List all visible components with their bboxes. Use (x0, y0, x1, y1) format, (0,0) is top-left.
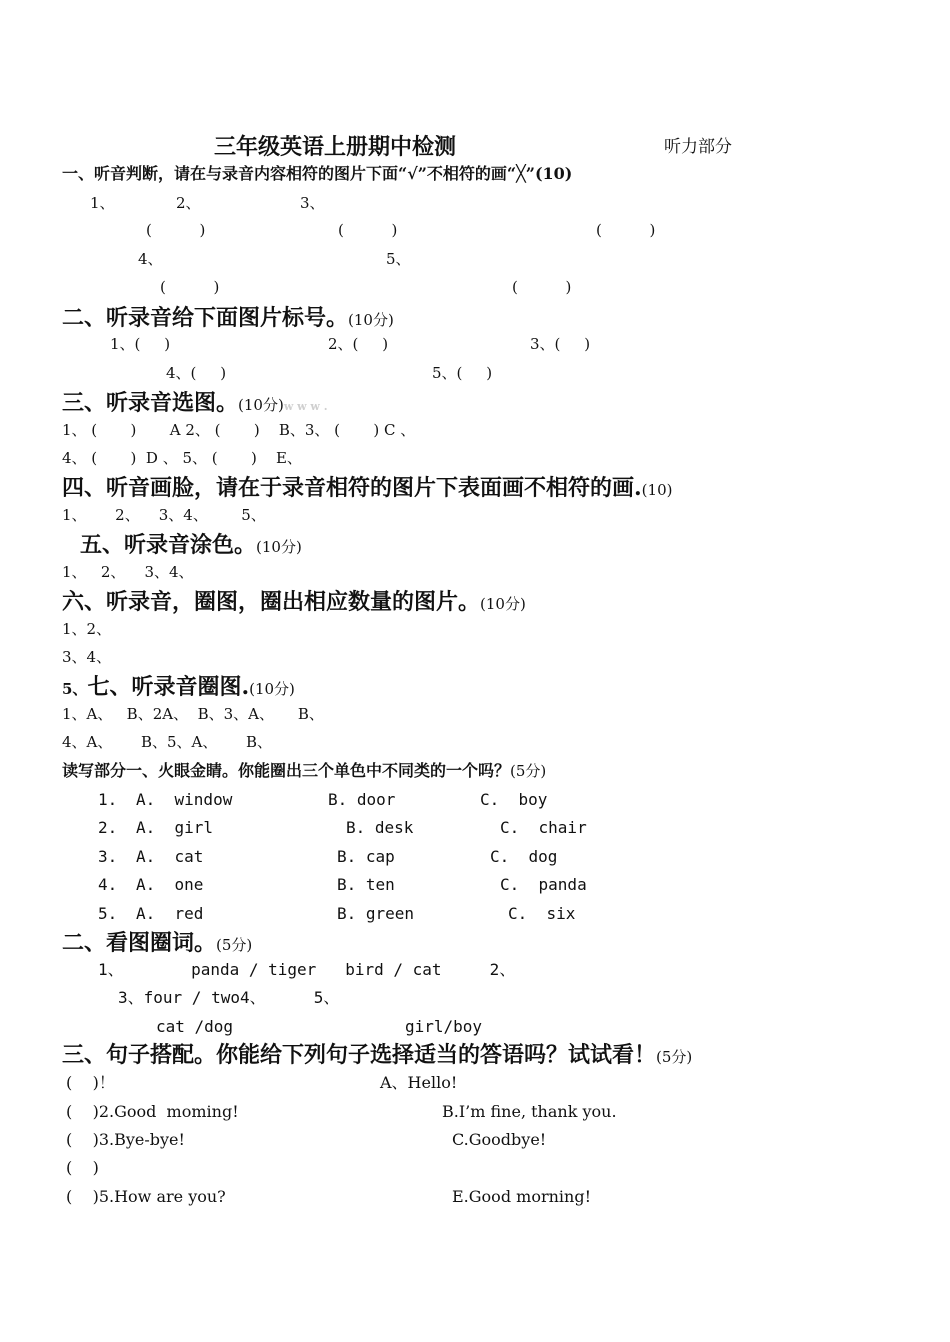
watermark-text: w w w . (283, 400, 328, 413)
s1-item-3: 3、 (300, 194, 325, 212)
rw2-line-3a: cat /dog (156, 1017, 234, 1036)
section-4-heading (62, 477, 672, 499)
s1-bracket-4: ( ) (160, 278, 220, 296)
rw1-row-1-b: B. door (328, 790, 396, 809)
section-6-points: (10分) (480, 595, 526, 613)
s3-line-2: 4、 ( ) D 、 5、 ( ) E、 (62, 449, 302, 467)
rw1-row-4-c: C. panda (500, 875, 587, 894)
rw1-row-4-num: 4. (98, 875, 118, 894)
section-7-prefix: 5、 (62, 680, 88, 698)
page-title: 三年级英语上册期中检测 (214, 134, 457, 160)
section-7-points: (10分) (249, 680, 295, 698)
s7-line-2: 4、A、 B、5、A、 B、 (62, 733, 273, 751)
rw1-row-3-a: A. cat (136, 847, 204, 866)
rw-2-points: (5分) (216, 936, 253, 954)
rw1-row-3-c: C. dog (490, 847, 558, 866)
s2-item-4: 4、( ) (166, 364, 227, 382)
section-6-heading-text: 六、听录音，圈图，圈出相应数量的图片。 (62, 589, 481, 615)
section-1-heading: 一、听音判断，请在与录音内容相符的图片下面“√”不相符的画“╳”(10) (62, 164, 573, 183)
s2-item-1: 1、( ) (110, 335, 171, 353)
s2-item-2: 2、( ) (328, 335, 389, 353)
s4-line: 1、 2、 3、4、 5、 (62, 506, 266, 524)
s1-bracket-1: ( ) (146, 221, 206, 239)
s1-item-2: 2、 (176, 194, 201, 212)
rw3-right-3: C.Goodbye! (452, 1130, 547, 1149)
rw-1-heading (62, 763, 546, 779)
s5-line: 1、 2、 3、4、 (62, 563, 194, 581)
rw3-left-4: ( ) (66, 1158, 99, 1177)
rw1-row-1-c: C. boy (480, 790, 548, 809)
s7-line-1: 1、A、 B、2A、 B、3、A、 B、 (62, 705, 324, 723)
section-7-heading (62, 676, 295, 698)
rw1-row-1-a: A. window (136, 790, 233, 809)
rw-1-points: (5分) (510, 762, 547, 780)
s1-bracket-3: ( ) (596, 221, 656, 239)
rw3-right-1: A、Hello! (380, 1073, 458, 1092)
section-4-points: (10) (641, 481, 673, 499)
rw3-right-2: B.I’m fine, thank you. (442, 1102, 617, 1121)
rw3-right-5: E.Good morning! (452, 1187, 591, 1206)
section-5-heading (80, 534, 302, 556)
section-6-heading (62, 591, 526, 613)
s2-item-3: 3、( ) (530, 335, 591, 353)
rw-3-points: (5分) (656, 1048, 693, 1066)
rw1-row-5-c: C. six (508, 904, 576, 923)
s1-bracket-5: ( ) (512, 278, 572, 296)
section-2-heading-text: 二、听录音给下面图片标号。 (62, 305, 349, 331)
rw1-row-4-a: A. one (136, 875, 204, 894)
section-3-heading-text: 三、听录音选图。 (62, 390, 239, 416)
rw-3-heading-text: 三、句子搭配。你能给下列句子选择适当的答语吗？试试看！ (62, 1042, 657, 1068)
section-3-heading (62, 392, 328, 414)
rw3-left-3: ( )3.Bye-bye! (66, 1130, 185, 1149)
title-part-label: 听力部分 (664, 137, 732, 157)
s3-line-1: 1、 ( ) A 2、 ( ) B、3、 ( ) C 、 (62, 421, 416, 439)
section-3-points: (10分) (238, 396, 284, 414)
section-5-points: (10分) (256, 538, 302, 556)
rw-2-heading-text: 二、看图圈词。 (62, 930, 217, 956)
rw-3-heading (62, 1044, 692, 1066)
section-2-points: (10分) (348, 311, 394, 329)
rw-2-heading (62, 932, 252, 954)
rw1-row-2-a: A. girl (136, 818, 214, 837)
rw-1-heading-text: 读写部分一、火眼金睛。你能圈出三个单色中不同类的一个吗？ (62, 761, 511, 780)
rw1-row-2-b: B. desk (346, 818, 414, 837)
rw1-row-1-num: 1. (98, 790, 118, 809)
rw2-line-1: 1、 panda / tiger bird / cat 2、 (98, 960, 516, 979)
rw1-row-2-c: C. chair (500, 818, 587, 837)
rw1-row-4-b: B. ten (337, 875, 395, 894)
s2-item-5: 5、( ) (432, 364, 493, 382)
section-7-heading-text: 七、听录音圈图. (87, 674, 250, 700)
rw1-row-2-num: 2. (98, 818, 118, 837)
rw1-row-5-a: A. red (136, 904, 204, 923)
rw1-row-5-b: B. green (337, 904, 415, 923)
section-5-heading-text: 五、听录音涂色。 (80, 532, 257, 558)
s1-item-4: 4、 (138, 250, 163, 268)
rw3-left-2: ( )2.Good moming! (66, 1102, 239, 1121)
rw2-line-2: 3、four / two4、 5、 (118, 988, 340, 1007)
section-2-heading (62, 307, 394, 329)
rw2-line-3b: girl/boy (405, 1017, 483, 1036)
rw3-left-1: ( )！ (66, 1073, 115, 1092)
s1-item-1: 1、 (90, 194, 115, 212)
s6-line-1: 1、2、 (62, 620, 112, 638)
s1-item-5: 5、 (386, 250, 411, 268)
s6-line-2: 3、4、 (62, 648, 112, 666)
s1-bracket-2: ( ) (338, 221, 398, 239)
section-4-heading-text: 四、听音画脸，请在于录音相符的图片下表面画不相符的画. (62, 475, 642, 501)
rw1-row-5-num: 5. (98, 904, 118, 923)
rw3-left-5: ( )5.How are you? (66, 1187, 226, 1206)
rw1-row-3-num: 3. (98, 847, 118, 866)
rw1-row-3-b: B. cap (337, 847, 395, 866)
